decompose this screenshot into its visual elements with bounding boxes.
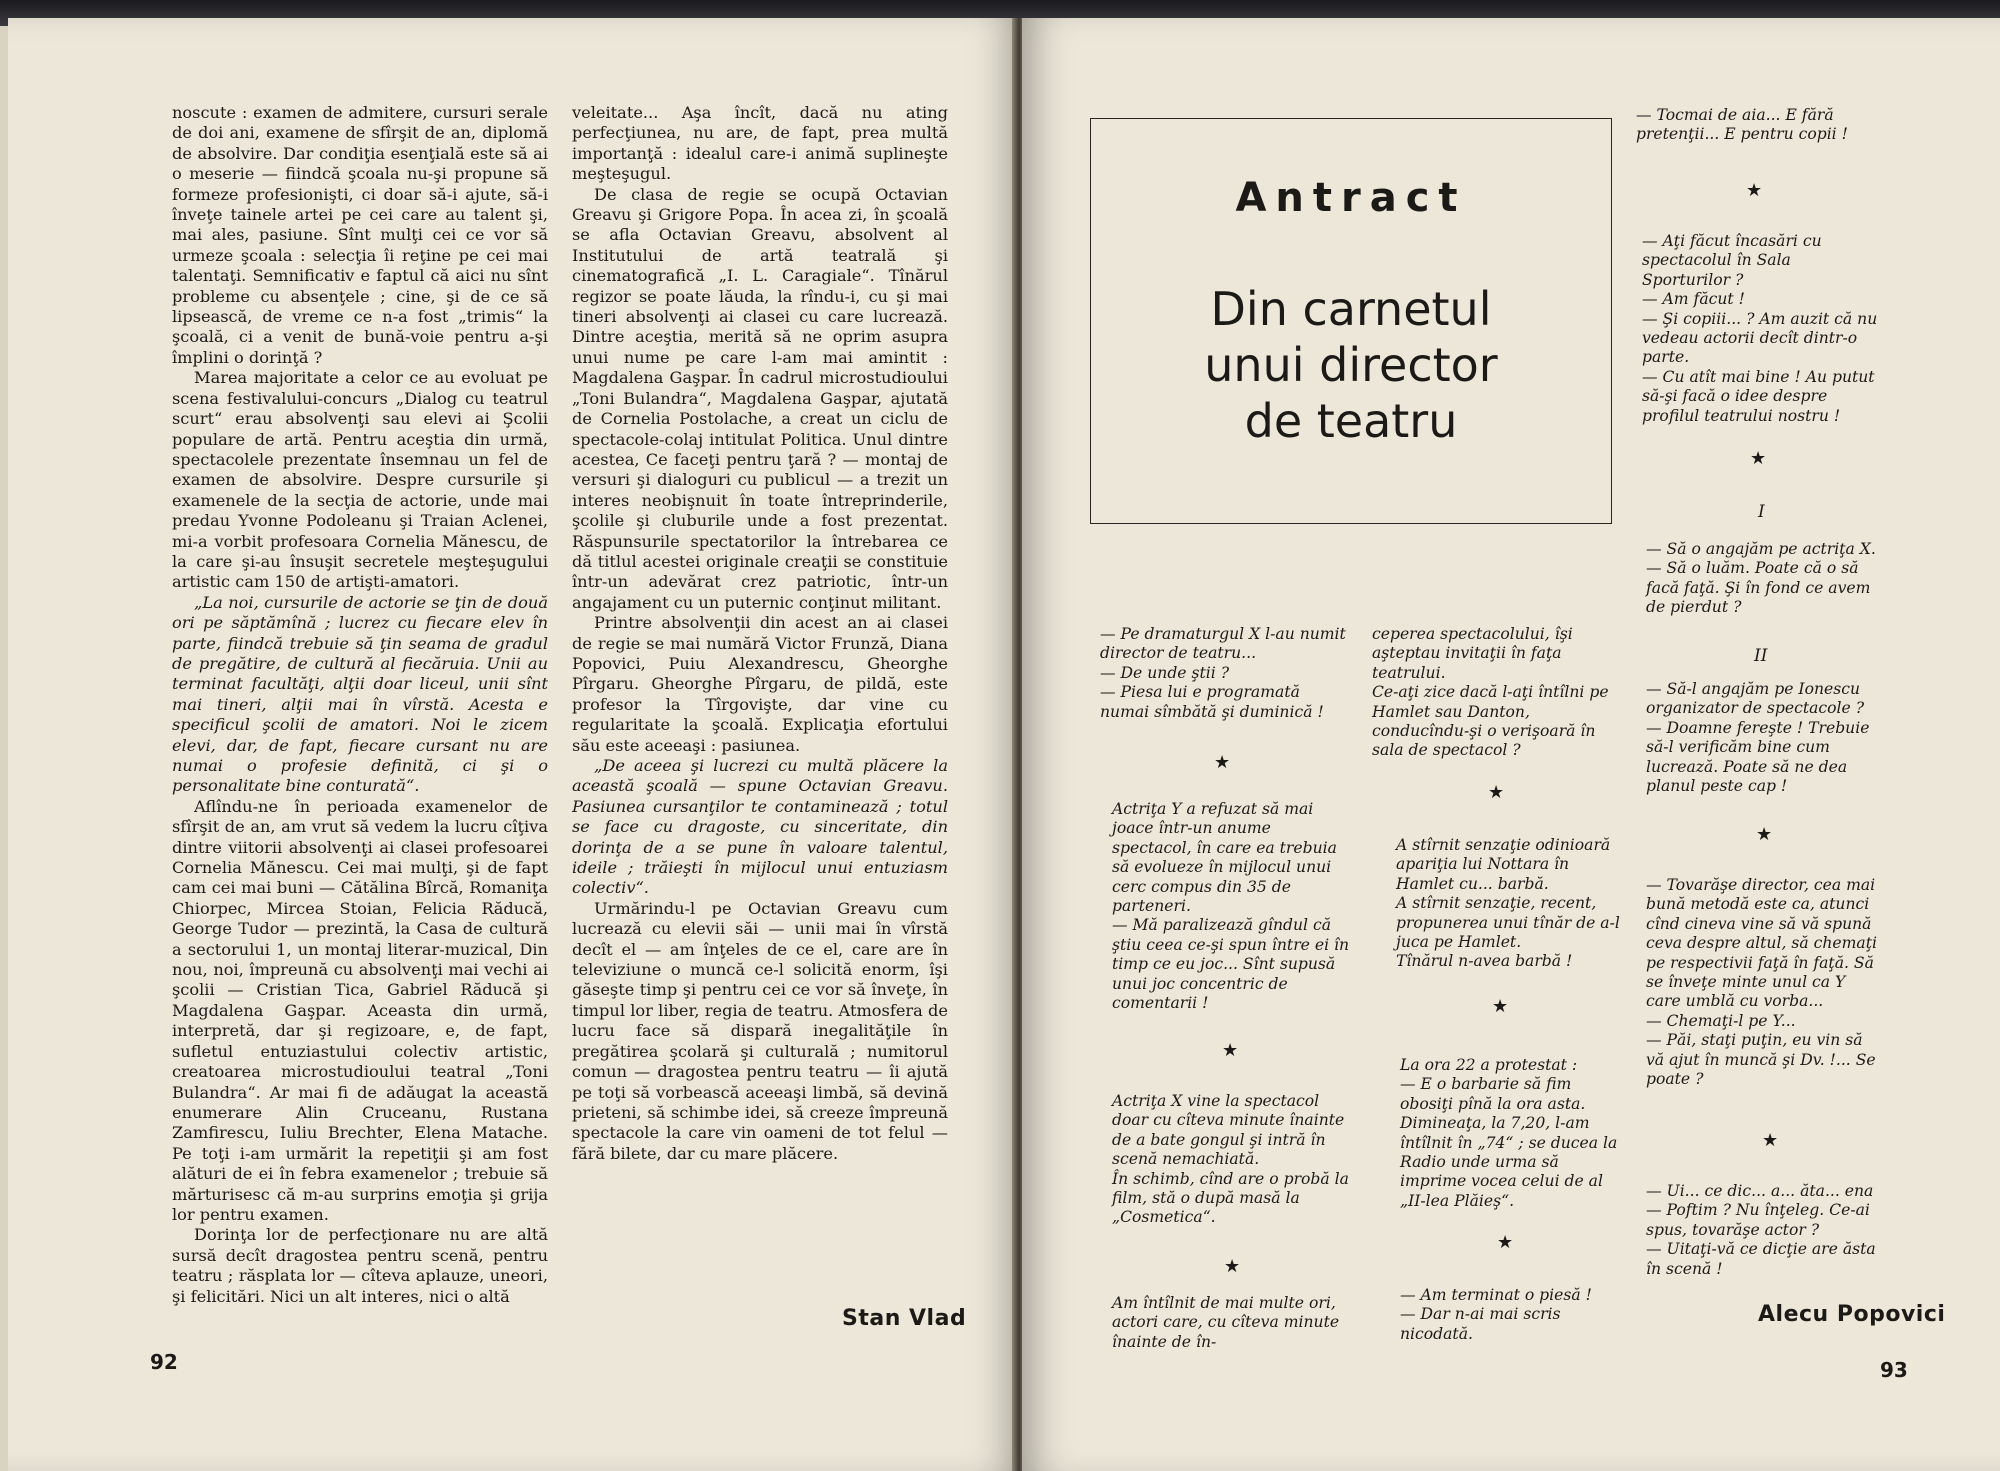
right-column-b-4 [1400, 1286, 1622, 1344]
title-line: unui director [1204, 338, 1498, 392]
anecdote: Actriţa Y a refuzat să mai joace într-un anume spectacol, în care ea trebuia să evolueze în mijlocul unui cerc compus din 35 de parteneri. — Mă paralizează gîndul că ştiu ceea ce-şi spun între ei în timp ce eu joc... Sînt supusă unui joc concentric de comentarii ! [1112, 800, 1350, 1013]
right-column-b [1372, 625, 1622, 761]
anecdote: — Ui... ce dic... a... ăta... ena — Poftim ? Nu înţeleg. Ce-ai spus, tovarăşe actor ? — Uitaţi-vă ce dicţie are ăsta în scenă ! [1646, 1182, 1876, 1278]
quote-paragraph: „La noi, cursurile de actorie se ţin de două ori pe săptămînă ; lucrez cu fiecare elev în parte, fiindcă trebuie să ţin seama de gradul de pregătire, de cultură al fiecăruia. Unii au terminat facultăţi, alţii doar liceul, unii sînt mai tineri, alţii mai în vîrstă. Acesta e specificul şcolii de amatori. Noi le zicem elevi, dar, de fapt, fiecare cursant nu are numai o profesie definită, ci şi o personalitate bine conturată“. [172, 592, 548, 796]
star-separator: ★ [1214, 752, 1231, 773]
right-column-b-2 [1396, 836, 1622, 972]
anecdote: — Aţi făcut încasări cu spectacolul în Sala Sporturilor ? — Am făcut ! — Şi copiii... ? Am auzit că nu vedeau actorii decît dintr-o parte. — Cu atît mai bine ! Au putut să-şi facă o idee despre profilul teatrului nostru ! [1642, 232, 1878, 425]
anecdote: A stîrnit senzaţie odinioară apariţia lui Nottara în Hamlet cu... barbă. A stîrnit senzaţie, recent, propunerea unui tînăr de a-l juca pe Hamlet. Tînărul n-avea barbă ! [1396, 836, 1620, 971]
paragraph: De clasa de regie se ocupă Octavian Greavu şi Grigore Popa. În acea zi, în şcoală se afla Octavian Greavu, absolvent al Institutului de artă teatrală şi cinematografică „I. L. Caragiale“. Tînărul regizor se poate lăuda, la rîndu-i, cu şi mai tineri absolvenţi ai clasei cu care lucrează. Dintre aceştia, merită să ne oprim asupra unui nume pe care l-am mai amintit : Magdalena Gaşpar. În cadrul microstudioului „Toni Bulandra“, Magdalena Gaşpar, ajutată de Cornelia Postolache, a creat un ciclu de spectacole-colaj intitulat Politica. Unul dintre acestea, Ce faceţi pentru ţară ? — montaj de versuri şi dialoguri cu publicul — a trezit un interes neobişnuit în toate întreprinderile, şcolile şi cluburile unde a fost prezentat. Răspunsurile spectatorilor la întrebarea ce dă titlul acestei originale creaţii se constituie într-un adevărat crez patriotic, într-un angajament cu un puternic conţinut militant. [572, 184, 948, 612]
title-line: Din carnetul [1210, 282, 1492, 336]
star-separator: ★ [1750, 448, 1767, 469]
article-title [1091, 281, 1611, 449]
star-separator: ★ [1492, 996, 1509, 1017]
star-separator: ★ [1488, 782, 1505, 803]
star-separator: ★ [1222, 1040, 1239, 1061]
right-column-a [1100, 625, 1350, 722]
anecdote: — Să o angajăm pe actriţa X. — Să o luăm. Poate că o să facă faţă. Şi în fond ce avem de pierdut ? [1646, 540, 1876, 617]
paragraph: Dorinţa lor de perfecţionare nu are altă sursă decît dragostea pentru scenă, pentru teatru ; răsplata lor — cîteva aplauze, uneori, şi felicitări. Nici un alt interes, nici o altă [172, 1225, 548, 1306]
page-number: 92 [150, 1350, 178, 1374]
section-numeral: II [1754, 646, 1768, 666]
anecdote: — Să-l angajăm pe Ionescu organizator de spectacole ? — Doamne fereşte ! Trebuie să-l verificăm bine cum lucrează. Poate să ne dea planul peste cap ! [1646, 680, 1870, 796]
anecdote: Am întîlnit de mai multe ori, actori care, cu cîteva minute înainte de în- [1112, 1294, 1340, 1351]
title-line: de teatru [1244, 394, 1458, 448]
right-column-c-3 [1646, 540, 1880, 618]
paragraph: Printre absolvenţii din acest an ai clasei de regie se mai numără Victor Frunză, Diana Popovici, Puiu Alexandrescu, Gheorghe Pîrgaru. Gheorghe Pîrgaru, de pildă, este profesor la Tîrgovişte, dar vine cu regularitate la şcoală. Explicaţia efortului său este aceeaşi : pasiunea. [572, 613, 948, 755]
right-column-c-4 [1646, 680, 1880, 796]
page-number: 93 [1880, 1358, 1908, 1382]
paragraph: noscute : examen de admitere, cursuri serale de doi ani, examene de sfîrşit de an, diplomă de absolvire. Dar condiţia esenţială este să ai o meserie — fiindcă şcoala nu-şi propune să formeze profesionişti, ci doar să-i ajute, să-i înveţe tainele artei pe cei care au talent şi, mai ales, pasiune. Sînt mulţi cei ce vor să urmeze şcoala : selecţia îi reţine pe cei mai talentaţi. Semnificativ e faptul că aici nu sînt probleme cu absenţele ; cine, şi de ce să lipsească, de vreme ce n-a fost „trimis“ la şcoală, ci a venit de bună-voie pentru a-şi împlini o dorinţă ? [172, 103, 548, 367]
star-separator: ★ [1746, 180, 1763, 201]
paragraph: Urmărindu-l pe Octavian Greavu cum lucrează cu elevii săi — unii mai în vîrstă decît el — am înţeles de ce el, care are în televiziune o muncă ce-l solicită enorm, îşi găseşte timp şi pentru cei ce vor să înveţe, în timpul lor liber, regia de teatru. Atmosfera de lucru face să dispară inegalităţile în pregătirea şcolară şi culturală ; numitorul comun — dragostea pentru teatru — îi ajută pe toţi să vorbească aceeaşi limbă, să devină prieteni, să schimbe idei, să creeze împreună spectacole la care vin oameni de tot felul — fără bilete, dar cu mare plăcere. [572, 898, 948, 1163]
right-column-c-6 [1646, 1182, 1880, 1279]
paragraph: Marea majoritate a celor ce au evoluat pe scena festivalului-concurs „Dialog cu teatrul scurt“ erau absolvenţi sau elevi ai Şcolii populare de artă. Pentru aceştia din urmă, spectacolele prezentate însemnau un fel de examen de absolvire. Despre cursurile şi examenele de la secţia de actorie, unde mai predau Yvonne Podoleanu şi Traian Aclenei, mi-a vorbit profesoara Cornelia Mănescu, de la care şi-au însuşit secretele meşteşugului artistic cam 150 de artişti-amatori. [172, 368, 548, 592]
quote-paragraph: „De aceea şi lucrezi cu multă plăcere la această şcoală — spune Octavian Greavu. Pasiunea cursanţilor te contaminează ; totul se face cu dragoste, cu sinceritate, din dorinţa de a se pune în valoare talentul, ideile ; trăieşti în mijlocul unui entuziasm colectiv“. [572, 756, 948, 898]
right-column-a-4 [1112, 1294, 1350, 1352]
left-column-2 [572, 103, 948, 1164]
anecdote: — Tocmai de aia... E fără pretenţii... E pentru copii ! [1636, 106, 1848, 144]
star-separator: ★ [1756, 824, 1773, 845]
right-column-c-5 [1646, 876, 1880, 1089]
anecdote: — Pe dramaturgul X l-au numit director de teatru... — De unde ştii ? — Piesa lui e programată numai sîmbătă şi duminică ! [1100, 625, 1346, 721]
paragraph: veleitate... Aşa încît, dacă nu ating perfecţiunea, nu are, de fapt, prea multă importanţă : idealul care-i animă suplineşte meşteşugul. [572, 103, 948, 184]
left-column-1 [172, 103, 548, 1307]
anecdote: Actriţa X vine la spectacol doar cu cîteva minute înainte de a bate gongul şi intră în scenă nemachiată. În schimb, cînd are o probă la film, stă o după masă la „Cosmetica“. [1112, 1092, 1349, 1227]
section-kicker: Antract [1235, 175, 1467, 221]
author-signature: Alecu Popovici [1758, 1302, 1946, 1327]
right-column-a-3 [1112, 1092, 1350, 1228]
right-column-c [1636, 106, 1880, 145]
paragraph: Aflîndu-ne în perioada examenelor de sfîrşit de an, am vrut să vedem la lucru cîţiva dintre viitorii absolvenţi ai clasei profesoarei Cornelia Mănescu. Cei mai mulţi, şi de fapt cam cei mai buni — Cătălina Bîrcă, Romaniţa Chiorpec, Mircea Stoian, Felicia Răducă, George Tudor — prezintă, la Casa de cultură a sectorului 1, un montaj literar-muzical, Din nou, noi, împreună cu absolvenţi mai vechi ai şcolii — Cristian Tica, Gabriel Răducă şi Magdalena Gaşpar. Aceasta din urmă, interpretă, dar şi regizoare, e, de fapt, sufletul entuziastului colectiv artistic, creatoarea microstudioului teatral „Toni Bulandra“. Ar mai fi de adăugat la această enumerare Alin Cruceanu, Rustana Zamfirescu, Iuliu Brechter, Elena Matache. Pe toţi i-am urmărit la repetiţii şi am fost alături de ei în febra examenelor ; trebuie să mărturisesc că m-au surprins emoţia şi grija lor pentru examen. [172, 796, 548, 1224]
star-separator: ★ [1762, 1130, 1779, 1151]
right-column-b-3 [1400, 1056, 1622, 1211]
anecdote: La ora 22 a protestat : — E o barbarie să fim obosiţi pînă la ora asta. Dimineaţa, la 7,20, l-am întîlnit în „74“ ; se ducea la Radio unde urma să imprime vocea celui de al „II-lea Plăieş“. [1400, 1056, 1618, 1210]
star-separator: ★ [1224, 1256, 1241, 1277]
anecdote: — Tovarăşe director, cea mai bună metodă este ca, atunci cînd cineva vine să vă spună ceva despre altul, să chemaţi pe respectivii faţă în faţă. Să se înveţe minte unul ca Y care umblă cu vorba... — Chemaţi-l pe Y... — Păi, staţi puţin, eu vin să vă ajut în muncă şi Dv. !... Se poate ? [1646, 876, 1877, 1089]
author-signature: Stan Vlad [842, 1306, 967, 1331]
right-column-c-2 [1642, 232, 1880, 426]
right-column-a-2 [1112, 800, 1350, 1013]
section-numeral: I [1758, 502, 1765, 522]
anecdote: ceperea spectacolului, îşi aşteptau invitaţii în faţa teatrului. Ce-aţi zice dacă l-aţi întîlni pe Hamlet sau Danton, conducîndu-şi o verişoară în sala de spectacol ? [1372, 625, 1609, 760]
title-box [1090, 118, 1612, 524]
anecdote: — Am terminat o piesă ! — Dar n-ai mai scris nicodată. [1400, 1286, 1592, 1343]
star-separator: ★ [1497, 1232, 1514, 1253]
